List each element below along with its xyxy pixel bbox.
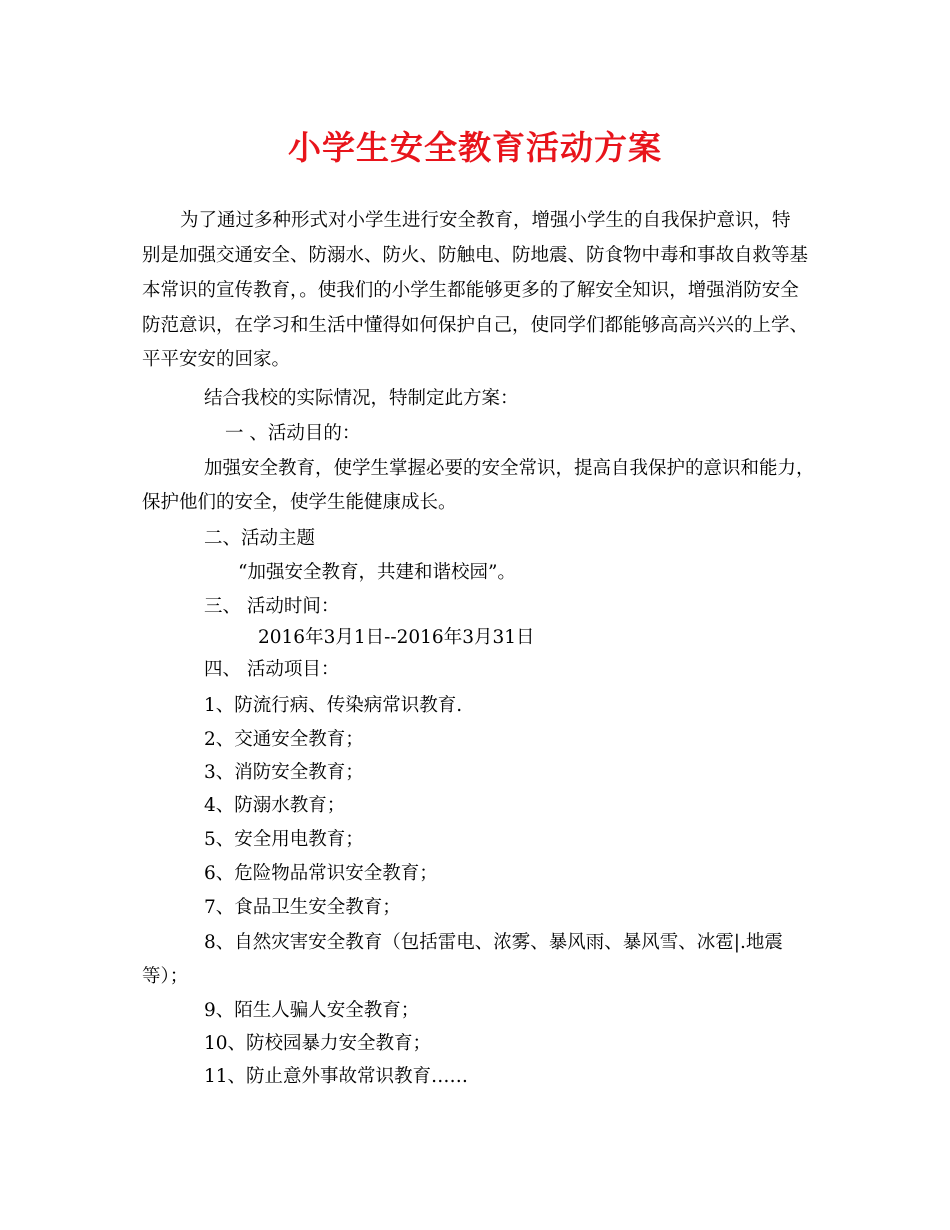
intro-line-3: 本常识的宣传教育，。使我们的小学生都能够更多的了解安全知识，增强消防安全 xyxy=(142,280,799,301)
section1-heading: 一 、活动目的： xyxy=(225,423,361,444)
intro-line-5: 平平安安的回家。 xyxy=(142,349,291,370)
section1-body-line-1: 加强安全教育，使学生掌握必要的安全常识，提高自我保护的意识和能力， xyxy=(204,458,815,479)
intro-line-2: 别是加强交通安全、防溺水、防火、防触电、防地震、防食物中毒和事故自救等基 xyxy=(142,245,809,266)
section4-heading: 四、 活动项目： xyxy=(204,659,340,680)
section3-date-range: 2016年3月1日--2016年3月31日 xyxy=(258,627,535,648)
section3-heading: 三、 活动时间： xyxy=(204,596,340,617)
intro-line-4: 防范意识，在学习和生活中懂得如何保护自己，使同学们都能够高高兴兴的上学、 xyxy=(142,315,809,336)
document-title: 小学生安全教育活动方案 xyxy=(288,128,662,167)
intro-line-1: 为了通过多种形式对小学生进行安全教育，增强小学生的自我保护意识，特 xyxy=(180,210,791,231)
list-item: 4、防溺水教育； xyxy=(204,795,346,816)
list-item: 3、消防安全教育； xyxy=(204,762,364,783)
section2-theme: “加强安全教育，共建和谐校园”。 xyxy=(238,562,516,583)
list-item: 9、陌生人骗人安全教育； xyxy=(204,1000,420,1021)
list-item: 5、安全用电教育； xyxy=(204,829,364,850)
section2-heading: 二、活动主题 xyxy=(204,528,316,549)
list-item: 1、防流行病、传染病常识教育. xyxy=(204,695,463,716)
list-item: 6、危险物品常识安全教育； xyxy=(204,863,438,884)
list-item: 11、防止意外事故常识教育…… xyxy=(204,1066,469,1087)
basis-text: 结合我校的实际情况，特制定此方案： xyxy=(204,388,519,409)
section1-body-line-2: 保护他们的安全，使学生能健康成长。 xyxy=(142,492,457,513)
list-item: 2、交通安全教育； xyxy=(204,729,364,750)
list-item: 7、食品卫生安全教育； xyxy=(204,897,401,918)
list-item: 10、防校园暴力安全教育； xyxy=(204,1033,432,1054)
list-item: 8、自然灾害安全教育（包括雷电、浓雾、暴风雨、暴风雪、冰雹|.地震 xyxy=(204,932,783,953)
list-item-continuation: 等）； xyxy=(142,966,189,987)
